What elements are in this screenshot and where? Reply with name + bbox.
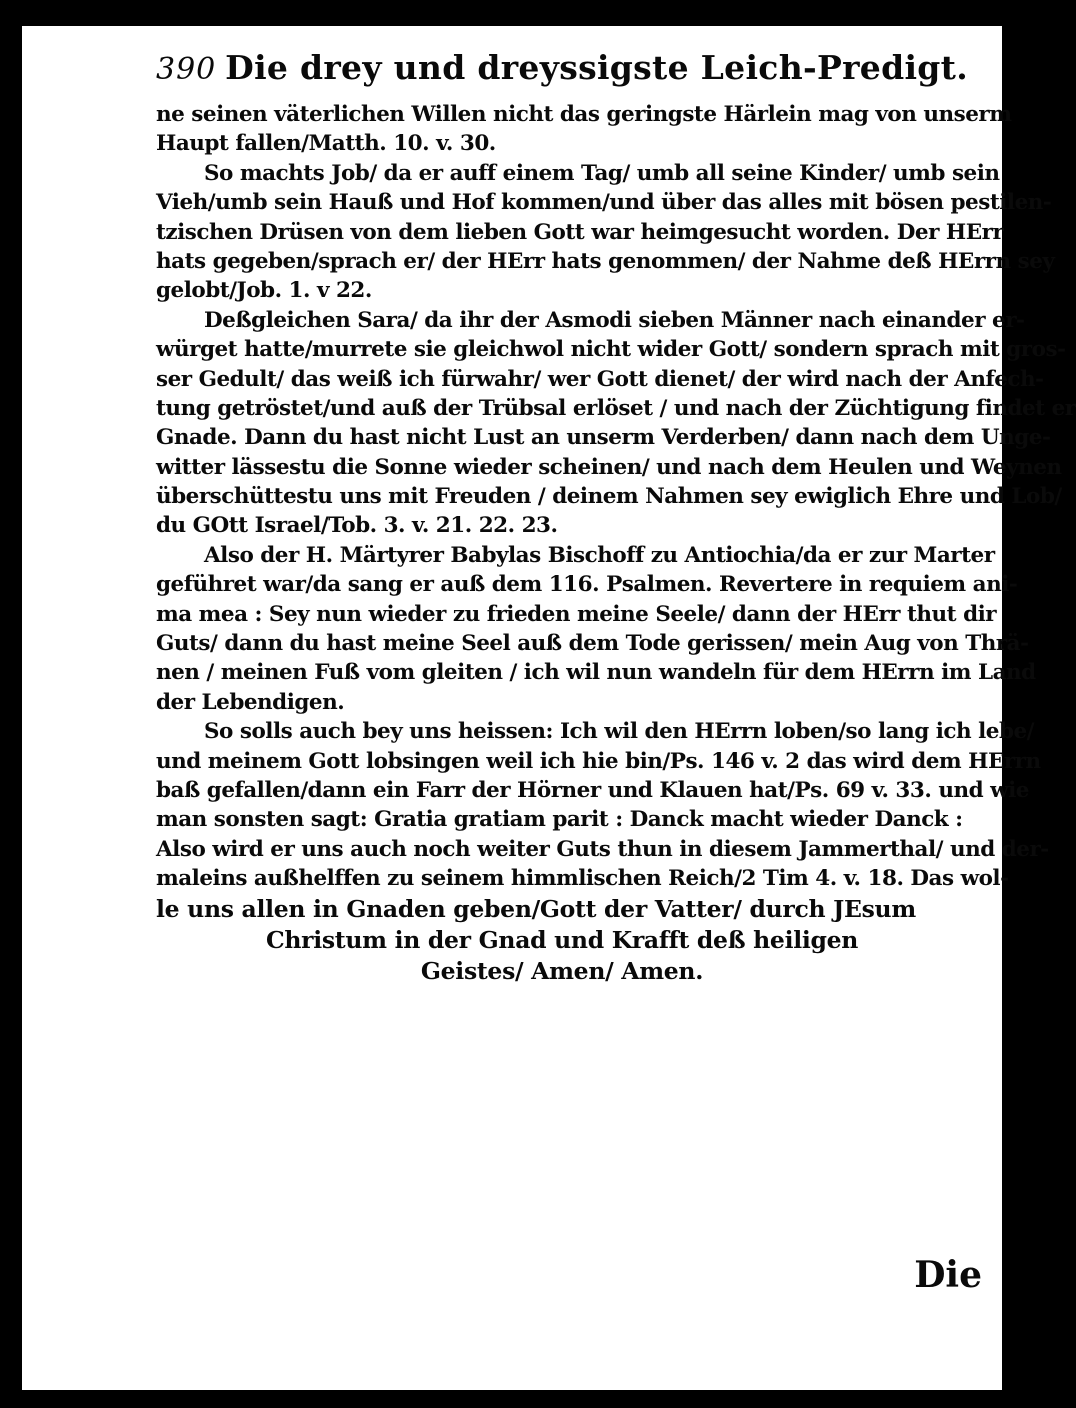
text-line: tzischen Drüsen von dem lieben Gott war heimgesucht worden. Der HErr: [156, 219, 1004, 245]
text-line: der Lebendigen.: [156, 689, 345, 715]
text-line: gelobt/Job. 1. v 22.: [156, 278, 372, 304]
text-line: Guts/ dann du hast meine Seel auß dem Tode gerissen/ mein Aug von Thrä-: [156, 631, 1029, 657]
catchword: Die: [914, 1254, 982, 1296]
text-line: nen / meinen Fuß vom gleiten / ich wil nun wandeln für dem HErrn im Land: [156, 660, 1036, 686]
closing-line: le uns allen in Gnaden geben/Gott der Vatter/ durch JEsum: [156, 894, 916, 923]
text-line: maleins außhelffen zu seinem himmlischen Reich/2 Tim 4. v. 18. Das wol-: [156, 866, 1009, 892]
text-line: würget hatte/murrete sie gleichwol nicht wider Gott/ sondern sprach mit gros-: [156, 337, 1066, 363]
text-line: Deßgleichen Sara/ da ihr der Asmodi sieben Männer nach einander er-: [204, 307, 1025, 333]
text-line: Also der H. Märtyrer Babylas Bischoff zu Antiochia/da er zur Marter: [204, 542, 995, 568]
body-text: [156, 100, 1076, 894]
text-line: ser Gedult/ das weiß ich fürwahr/ wer Gott dienet/ der wird nach der Anfech-: [156, 366, 1044, 392]
text-line: hats gegeben/sprach er/ der HErr hats genommen/ der Nahme deß HErrn sey: [156, 248, 1055, 274]
page-number: 390: [156, 52, 217, 87]
page-header: [156, 48, 968, 100]
text-line: du GOtt Israel/Tob. 3. v. 21. 22. 23.: [156, 513, 558, 539]
text-line: witter lässestu die Sonne wieder scheinen/ und nach dem Heulen und Weynen: [156, 454, 1062, 480]
text-line: baß gefallen/dann ein Farr der Hörner und Klauen hat/Ps. 69 v. 33. und wie: [156, 777, 1029, 803]
text-line: Vieh/umb sein Hauß und Hof kommen/und über das alles mit bösen pestilen-: [156, 190, 1052, 216]
closing-text: [156, 894, 968, 987]
text-line: man sonsten sagt: Gratia gratiam parit : Danck macht wieder Danck :: [156, 807, 963, 833]
text-line: geführet war/da sang er auß dem 116. Psalmen. Revertere in requiem ani-: [156, 572, 1018, 598]
text-line: tung getröstet/und auß der Trübsal erlöset / und nach der Züchtigung findet er: [156, 395, 1076, 421]
closing-line: Christum in der Gnad und Krafft deß heiligen: [265, 925, 859, 954]
text-line: ne seinen väterlichen Willen nicht das geringste Härlein mag von unserm: [156, 102, 1012, 127]
text-line: Gnade. Dann du hast nicht Lust an unserm Verderben/ dann nach dem Unge-: [156, 425, 1051, 451]
text-line: Also wird er uns auch noch weiter Guts thun in diesem Jammerthal/ und der-: [156, 836, 1049, 862]
running-title: Die drey und dreyssigste Leich-Predigt.: [225, 48, 968, 87]
text-line: Haupt fallen/Matth. 10. v. 30.: [156, 131, 496, 157]
closing-line: Geistes/ Amen/ Amen.: [420, 956, 704, 985]
text-line: ma mea : Sey nun wieder zu frieden meine Seele/ dann der HErr thut dir: [156, 601, 997, 627]
page-text: [156, 48, 1076, 987]
text-line: So solls auch bey uns heissen: Ich wil den HErrn loben/so lang ich lebe/: [204, 719, 1035, 745]
text-line: überschüttestu uns mit Freuden / deinem Nahmen sey ewiglich Ehre und Lob/: [156, 484, 1062, 510]
text-line: und meinem Gott lobsingen weil ich hie bin/Ps. 146 v. 2 das wird dem HErrn: [156, 748, 1041, 774]
text-line: So machts Job/ da er auff einem Tag/ umb all seine Kinder/ umb sein: [204, 160, 1000, 186]
